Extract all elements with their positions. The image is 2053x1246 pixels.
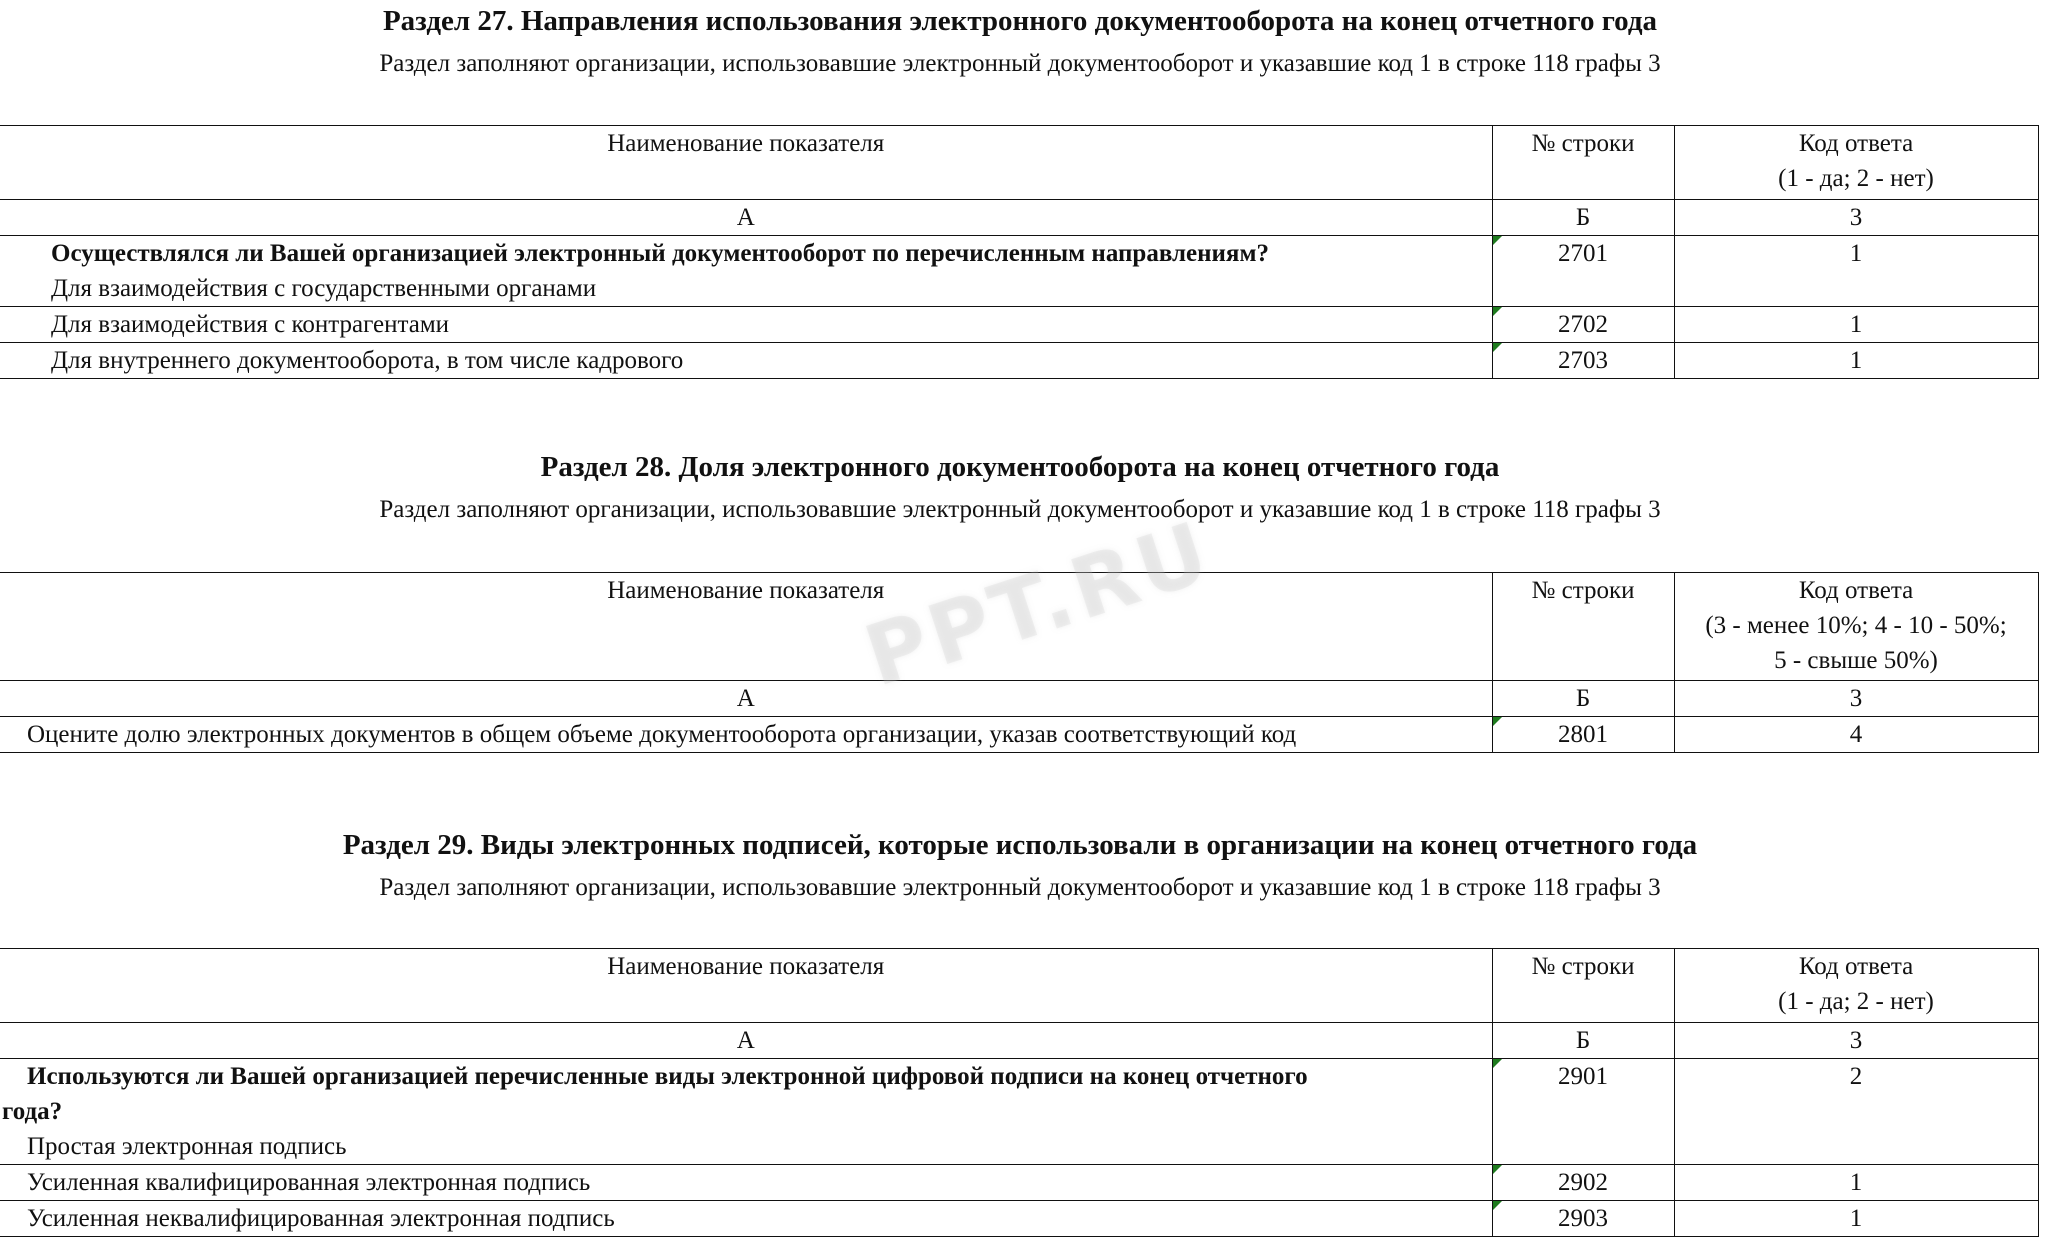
letter-b: Б <box>1492 681 1674 717</box>
letters-row <box>0 1023 2038 1059</box>
letters-row <box>0 200 2038 236</box>
code-value: 1 <box>1849 1205 1863 1232</box>
code-value: 1 <box>1849 347 1863 374</box>
row-no: 2902 <box>1558 1169 1608 1196</box>
row-no: 2903 <box>1558 1205 1608 1232</box>
row-no-cell <box>1492 717 1674 753</box>
header-code-title: Код ответа <box>1798 130 1914 157</box>
section-28-title: Раздел 28. Доля электронного документооборота на конец отчетного года <box>540 451 1500 483</box>
header-code <box>1674 573 2038 681</box>
green-marker-icon <box>1493 236 1502 245</box>
code-cell[interactable] <box>1674 343 2038 379</box>
header-code <box>1674 949 2038 1023</box>
table-row <box>0 307 2038 343</box>
section-29-table <box>0 948 2039 1237</box>
question-text-line1: Используются ли Вашей организацией перечисленные виды электронной цифровой подписи на конец отчетного <box>27 1063 1308 1090</box>
header-code <box>1674 126 2038 200</box>
row-no: 2701 <box>1558 240 1608 267</box>
table-row <box>0 1059 2038 1165</box>
row-label: Для внутреннего документооборота, в том числе кадрового <box>0 343 1492 379</box>
code-value: 2 <box>1849 1063 1863 1090</box>
watermark: PPT.RU <box>853 502 1223 706</box>
header-code-title: Код ответа <box>1798 577 1914 604</box>
section-27-title: Раздел 27. Направления использования электронного документооборота на конец отчетного года <box>382 5 1658 37</box>
row-no-cell <box>1492 1059 1674 1165</box>
green-marker-icon <box>1493 1165 1502 1174</box>
header-name: Наименование показателя <box>0 126 1492 200</box>
letter-3: 3 <box>1674 681 2038 717</box>
section-27-table <box>0 125 2039 379</box>
header-row <box>0 949 2038 1023</box>
row-no: 2702 <box>1558 311 1608 338</box>
table-row <box>0 343 2038 379</box>
code-value: 1 <box>1849 1169 1863 1196</box>
row-label: Усиленная неквалифицированная электронная подпись <box>0 1201 1492 1237</box>
row-label: Оцените долю электронных документов в общем объеме документооборота организации, указав соответствующий код <box>0 717 1492 753</box>
header-code-title: Код ответа <box>1798 953 1914 980</box>
table-row <box>0 1165 2038 1201</box>
row-label: Простая электронная подпись <box>27 1133 347 1160</box>
section-28-subtitle: Раздел заполняют организации, использовавшие электронный документооборот и указавшие код 1 в строке 118 графы 3 <box>379 496 1661 523</box>
row-no: 2703 <box>1558 347 1608 374</box>
code-cell[interactable] <box>1674 717 2038 753</box>
letter-3: 3 <box>1674 200 2038 236</box>
table-row <box>0 717 2038 753</box>
row-no-cell <box>1492 343 1674 379</box>
header-code-legend-line1: (3 - менее 10%; 4 - 10 - 50%; <box>1705 612 2007 639</box>
code-cell[interactable] <box>1674 307 2038 343</box>
code-cell[interactable] <box>1674 1059 2038 1165</box>
green-marker-icon <box>1493 1059 1502 1068</box>
code-cell[interactable] <box>1674 1201 2038 1237</box>
header-row-no: № строки <box>1492 573 1674 681</box>
green-marker-icon <box>1493 343 1502 352</box>
green-marker-icon <box>1493 717 1502 726</box>
section-27-subtitle: Раздел заполняют организации, использовавшие электронный документооборот и указавшие код 1 в строке 118 графы 3 <box>379 50 1661 77</box>
letter-a: А <box>0 1023 1492 1059</box>
letter-b: Б <box>1492 200 1674 236</box>
row-label: Усиленная квалифицированная электронная подпись <box>0 1165 1492 1201</box>
letter-a: А <box>0 681 1492 717</box>
code-value: 1 <box>1849 311 1863 338</box>
row-label: Для взаимодействия с государственными органами <box>51 275 597 302</box>
section-29-subtitle: Раздел заполняют организации, использовавшие электронный документооборот и указавшие код 1 в строке 118 графы 3 <box>379 874 1661 901</box>
row-no-cell <box>1492 1201 1674 1237</box>
green-marker-icon <box>1493 307 1502 316</box>
question-cell <box>0 236 1492 307</box>
code-value: 4 <box>1849 721 1863 748</box>
letters-row <box>0 681 2038 717</box>
code-cell[interactable] <box>1674 236 2038 307</box>
row-no: 2901 <box>1558 1063 1608 1090</box>
header-name: Наименование показателя <box>0 573 1492 681</box>
letter-3: 3 <box>1674 1023 2038 1059</box>
section-28-table <box>0 572 2039 753</box>
question-cell <box>0 1059 1492 1165</box>
code-cell[interactable] <box>1674 1165 2038 1201</box>
question-text: Осуществлялся ли Вашей организацией электронный документооборот по перечисленным направлениям? <box>51 240 1269 267</box>
header-code-legend: (1 - да; 2 - нет) <box>1778 988 1934 1015</box>
row-no: 2801 <box>1558 721 1608 748</box>
row-no-cell <box>1492 1165 1674 1201</box>
table-row <box>0 1201 2038 1237</box>
green-marker-icon <box>1493 1201 1502 1210</box>
letter-b: Б <box>1492 1023 1674 1059</box>
header-row <box>0 126 2038 200</box>
header-name: Наименование показателя <box>0 949 1492 1023</box>
header-row-no: № строки <box>1492 949 1674 1023</box>
header-code-legend: (1 - да; 2 - нет) <box>1778 165 1934 192</box>
header-row-no: № строки <box>1492 126 1674 200</box>
row-no-cell <box>1492 236 1674 307</box>
header-row <box>0 573 2038 681</box>
code-value: 1 <box>1849 240 1863 267</box>
section-29-title: Раздел 29. Виды электронных подписей, которые использовали в организации на конец отчетного года <box>342 829 1698 861</box>
question-text-line2: года? <box>2 1098 63 1125</box>
letter-a: А <box>0 200 1492 236</box>
table-row <box>0 236 2038 307</box>
header-code-legend-line2: 5 - свыше 50%) <box>1774 647 1938 674</box>
row-no-cell <box>1492 307 1674 343</box>
row-label: Для взаимодействия с контрагентами <box>0 307 1492 343</box>
